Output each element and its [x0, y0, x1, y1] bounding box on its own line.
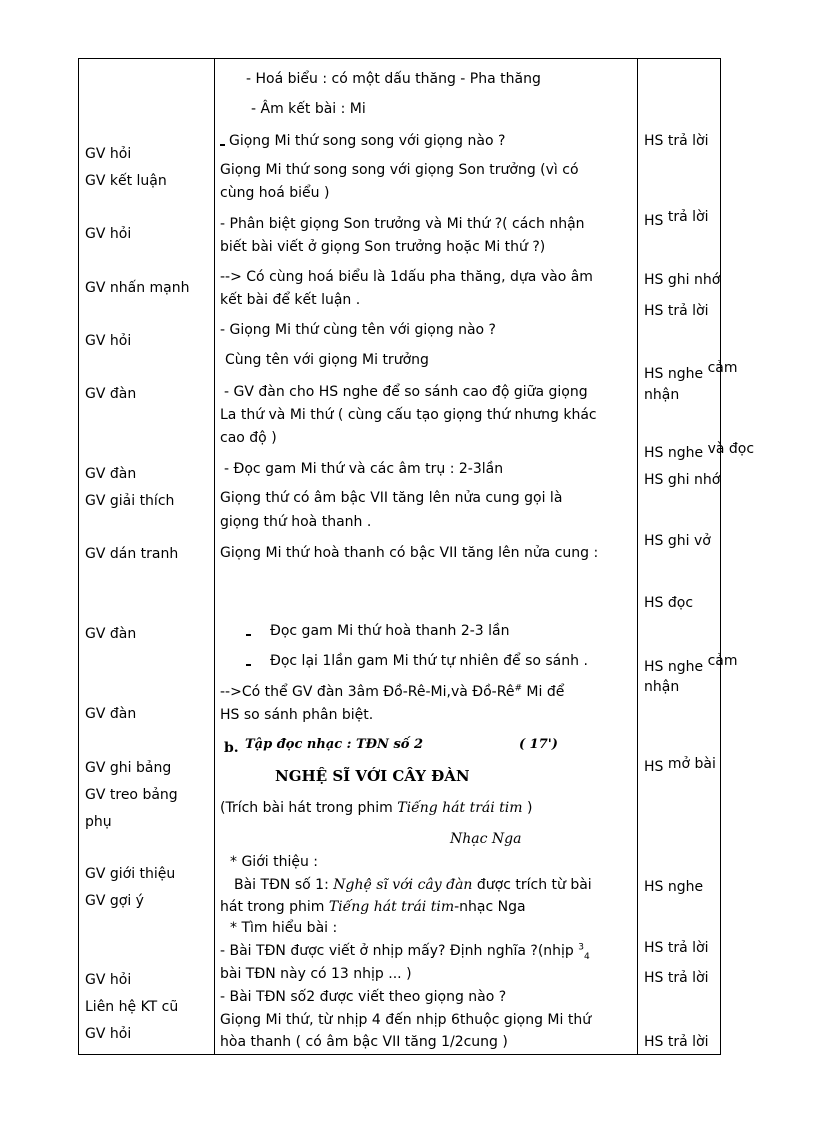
content-line: Giọng Mi thứ song song với giọng nào ?: [229, 133, 506, 149]
teacher-activity: GV hỏi: [85, 146, 132, 162]
table-border-left: [78, 58, 79, 1054]
film-title: Tiếng hát trái tim: [397, 800, 523, 816]
content-line: [220, 682, 564, 702]
content-line: [234, 875, 592, 895]
teacher-activity: phụ: [85, 814, 112, 830]
song-name: Nghệ sĩ với cây đàn: [333, 877, 473, 893]
student-activity-text: trả lời: [663, 209, 709, 225]
student-activity: HS đọc: [644, 595, 694, 611]
student-activity: [644, 211, 709, 231]
teacher-activity: GV ghi bảng: [85, 760, 172, 776]
content-line: [220, 897, 526, 917]
student-activity: HS trả lời: [644, 133, 709, 149]
content-line: - Phân biệt giọng Son trưởng và Mi thứ ?( cách nhận: [220, 216, 585, 232]
student-activity: HS nghe: [644, 879, 704, 895]
content-line: Giọng Mi thứ hoà thanh có bậc VII tăng lên nửa cung :: [220, 545, 599, 561]
teacher-activity: GV đàn: [85, 706, 137, 722]
time-signature-bottom: 4: [584, 951, 590, 962]
time-signature-top: 3: [578, 942, 585, 953]
table-border-right: [720, 58, 721, 1054]
section-title: Tập đọc nhạc : TĐN số 2: [245, 737, 424, 752]
content-line: Đọc gam Mi thứ hoà thanh 2-3 lần: [270, 623, 510, 639]
student-activity-text: HS: [644, 759, 664, 775]
content-line: hòa thanh ( có âm bậc VII tăng 1/2cung ): [220, 1034, 508, 1050]
student-activity-text: HS nghe: [644, 366, 704, 382]
student-activity-text: HS nghe: [644, 445, 704, 461]
student-activity: [644, 757, 716, 777]
content-text: -nhạc Nga: [454, 899, 526, 915]
teacher-activity: GV đàn: [85, 386, 137, 402]
content-text: Mi để: [521, 684, 565, 700]
table-border-col2: [637, 58, 638, 1054]
content-line: - Hoá biểu : có một dấu thăng - Pha thăng: [246, 71, 541, 87]
composer: Nhạc Nga: [450, 831, 522, 847]
student-activity-text: cảm: [703, 653, 738, 669]
content-line: Giọng Mi thứ, từ nhịp 4 đến nhịp 6thuộc giọng Mi thứ: [220, 1012, 592, 1028]
content-line: La thứ và Mi thứ ( cùng cấu tạo giọng thứ nhưng khác: [220, 407, 597, 423]
student-activity: HS ghi nhớ: [644, 472, 721, 488]
bullet-dash: [246, 634, 251, 636]
section-label: b.: [224, 740, 239, 756]
student-activity-text: mở bài: [663, 756, 716, 772]
table-border-top: [78, 58, 721, 59]
table-border-col1: [214, 58, 215, 1054]
student-activity: [644, 443, 754, 463]
content-text: - Bài TĐN được viết ở nhịp mấy? Định nghĩa ?(nhịp: [220, 943, 579, 959]
student-activity-text: và đọc: [703, 441, 755, 457]
content-line: * Tìm hiểu bài :: [230, 920, 338, 936]
content-line: --> Có cùng hoá biểu là 1dấu pha thăng, dựa vào âm: [220, 269, 593, 285]
teacher-activity: GV đàn: [85, 626, 137, 642]
teacher-activity: GV kết luận: [85, 173, 167, 189]
student-activity: [644, 360, 738, 384]
student-activity: HS ghi vở: [644, 533, 711, 549]
student-activity: HS trả lời: [644, 970, 709, 986]
film-title: Tiếng hát trái tim: [328, 899, 455, 915]
student-activity: [644, 653, 738, 677]
content-line: - GV đàn cho HS nghe để so sánh cao độ giữa giọng: [224, 384, 588, 400]
teacher-activity: GV dán tranh: [85, 546, 179, 562]
student-activity-text: HS: [644, 213, 664, 229]
teacher-activity: GV gợi ý: [85, 893, 144, 909]
content-text: hát trong phim: [220, 899, 329, 915]
student-activity: HS ghi nhớ: [644, 272, 721, 288]
content-line: Giọng Mi thứ song song với giọng Son trưởng (vì có: [220, 162, 579, 178]
student-activity: nhận: [644, 387, 680, 403]
student-activity: HS trả lời: [644, 303, 709, 319]
content-line: [220, 941, 590, 967]
content-line: cao độ ): [220, 430, 277, 446]
section-time: ( 17'): [519, 737, 558, 752]
teacher-activity: GV hỏi: [85, 1026, 132, 1042]
student-activity: HS trả lời: [644, 940, 709, 956]
student-activity: nhận: [644, 679, 680, 695]
teacher-activity: GV nhấn mạnh: [85, 280, 190, 296]
content-text: (Trích bài hát trong phim: [220, 800, 398, 816]
content-line: Cùng tên với giọng Mi trưởng: [225, 352, 429, 368]
table-border-bottom: [78, 1054, 721, 1055]
content-line: [220, 798, 532, 818]
teacher-activity: GV hỏi: [85, 972, 132, 988]
teacher-activity: Liên hệ KT cũ: [85, 999, 179, 1015]
bullet-dash: [246, 664, 251, 666]
content-line: * Giới thiệu :: [230, 854, 318, 870]
bullet-dash: [220, 144, 225, 146]
content-line: kết bài để kết luận .: [220, 292, 361, 308]
content-line: bài TĐN này có 13 nhịp ... ): [220, 966, 412, 982]
student-activity-text: HS nghe: [644, 659, 704, 675]
teacher-activity: GV đàn: [85, 466, 137, 482]
content-text: ): [522, 800, 533, 816]
teacher-activity: GV treo bảng: [85, 787, 178, 803]
teacher-activity: GV hỏi: [85, 226, 132, 242]
teacher-activity: GV giới thiệu: [85, 866, 176, 882]
content-line: HS so sánh phân biệt.: [220, 707, 374, 723]
content-line: - Giọng Mi thứ cùng tên với giọng nào ?: [220, 322, 496, 338]
content-line: cùng hoá biểu ): [220, 185, 330, 201]
student-activity: HS trả lời: [644, 1034, 709, 1050]
content-text: được trích từ bài: [472, 877, 592, 893]
sharp-sign: #: [514, 683, 522, 694]
content-text: Bài TĐN số 1:: [234, 877, 334, 893]
content-line: Đọc lại 1lần gam Mi thứ tự nhiên để so sánh .: [270, 653, 588, 669]
content-line: - Bài TĐN số2 được viết theo giọng nào ?: [220, 989, 507, 1005]
student-activity-text: cảm: [703, 360, 738, 376]
content-text: -->Có thể GV đàn 3âm Đồ-Rê-Mi,và Đồ-Rê: [220, 684, 515, 700]
song-title: NGHỆ SĨ VỚI CÂY ĐÀN: [275, 767, 470, 785]
content-line: Giọng thứ có âm bậc VII tăng lên nửa cung gọi là: [220, 490, 563, 506]
content-line: giọng thứ hoà thanh .: [220, 514, 372, 530]
teacher-activity: GV hỏi: [85, 333, 132, 349]
content-line: - Đọc gam Mi thứ và các âm trụ : 2-3lần: [224, 461, 504, 477]
content-line: biết bài viết ở giọng Son trưởng hoặc Mi thứ ?): [220, 239, 546, 255]
content-line: - Âm kết bài : Mi: [251, 101, 366, 117]
teacher-activity: GV giải thích: [85, 493, 175, 509]
